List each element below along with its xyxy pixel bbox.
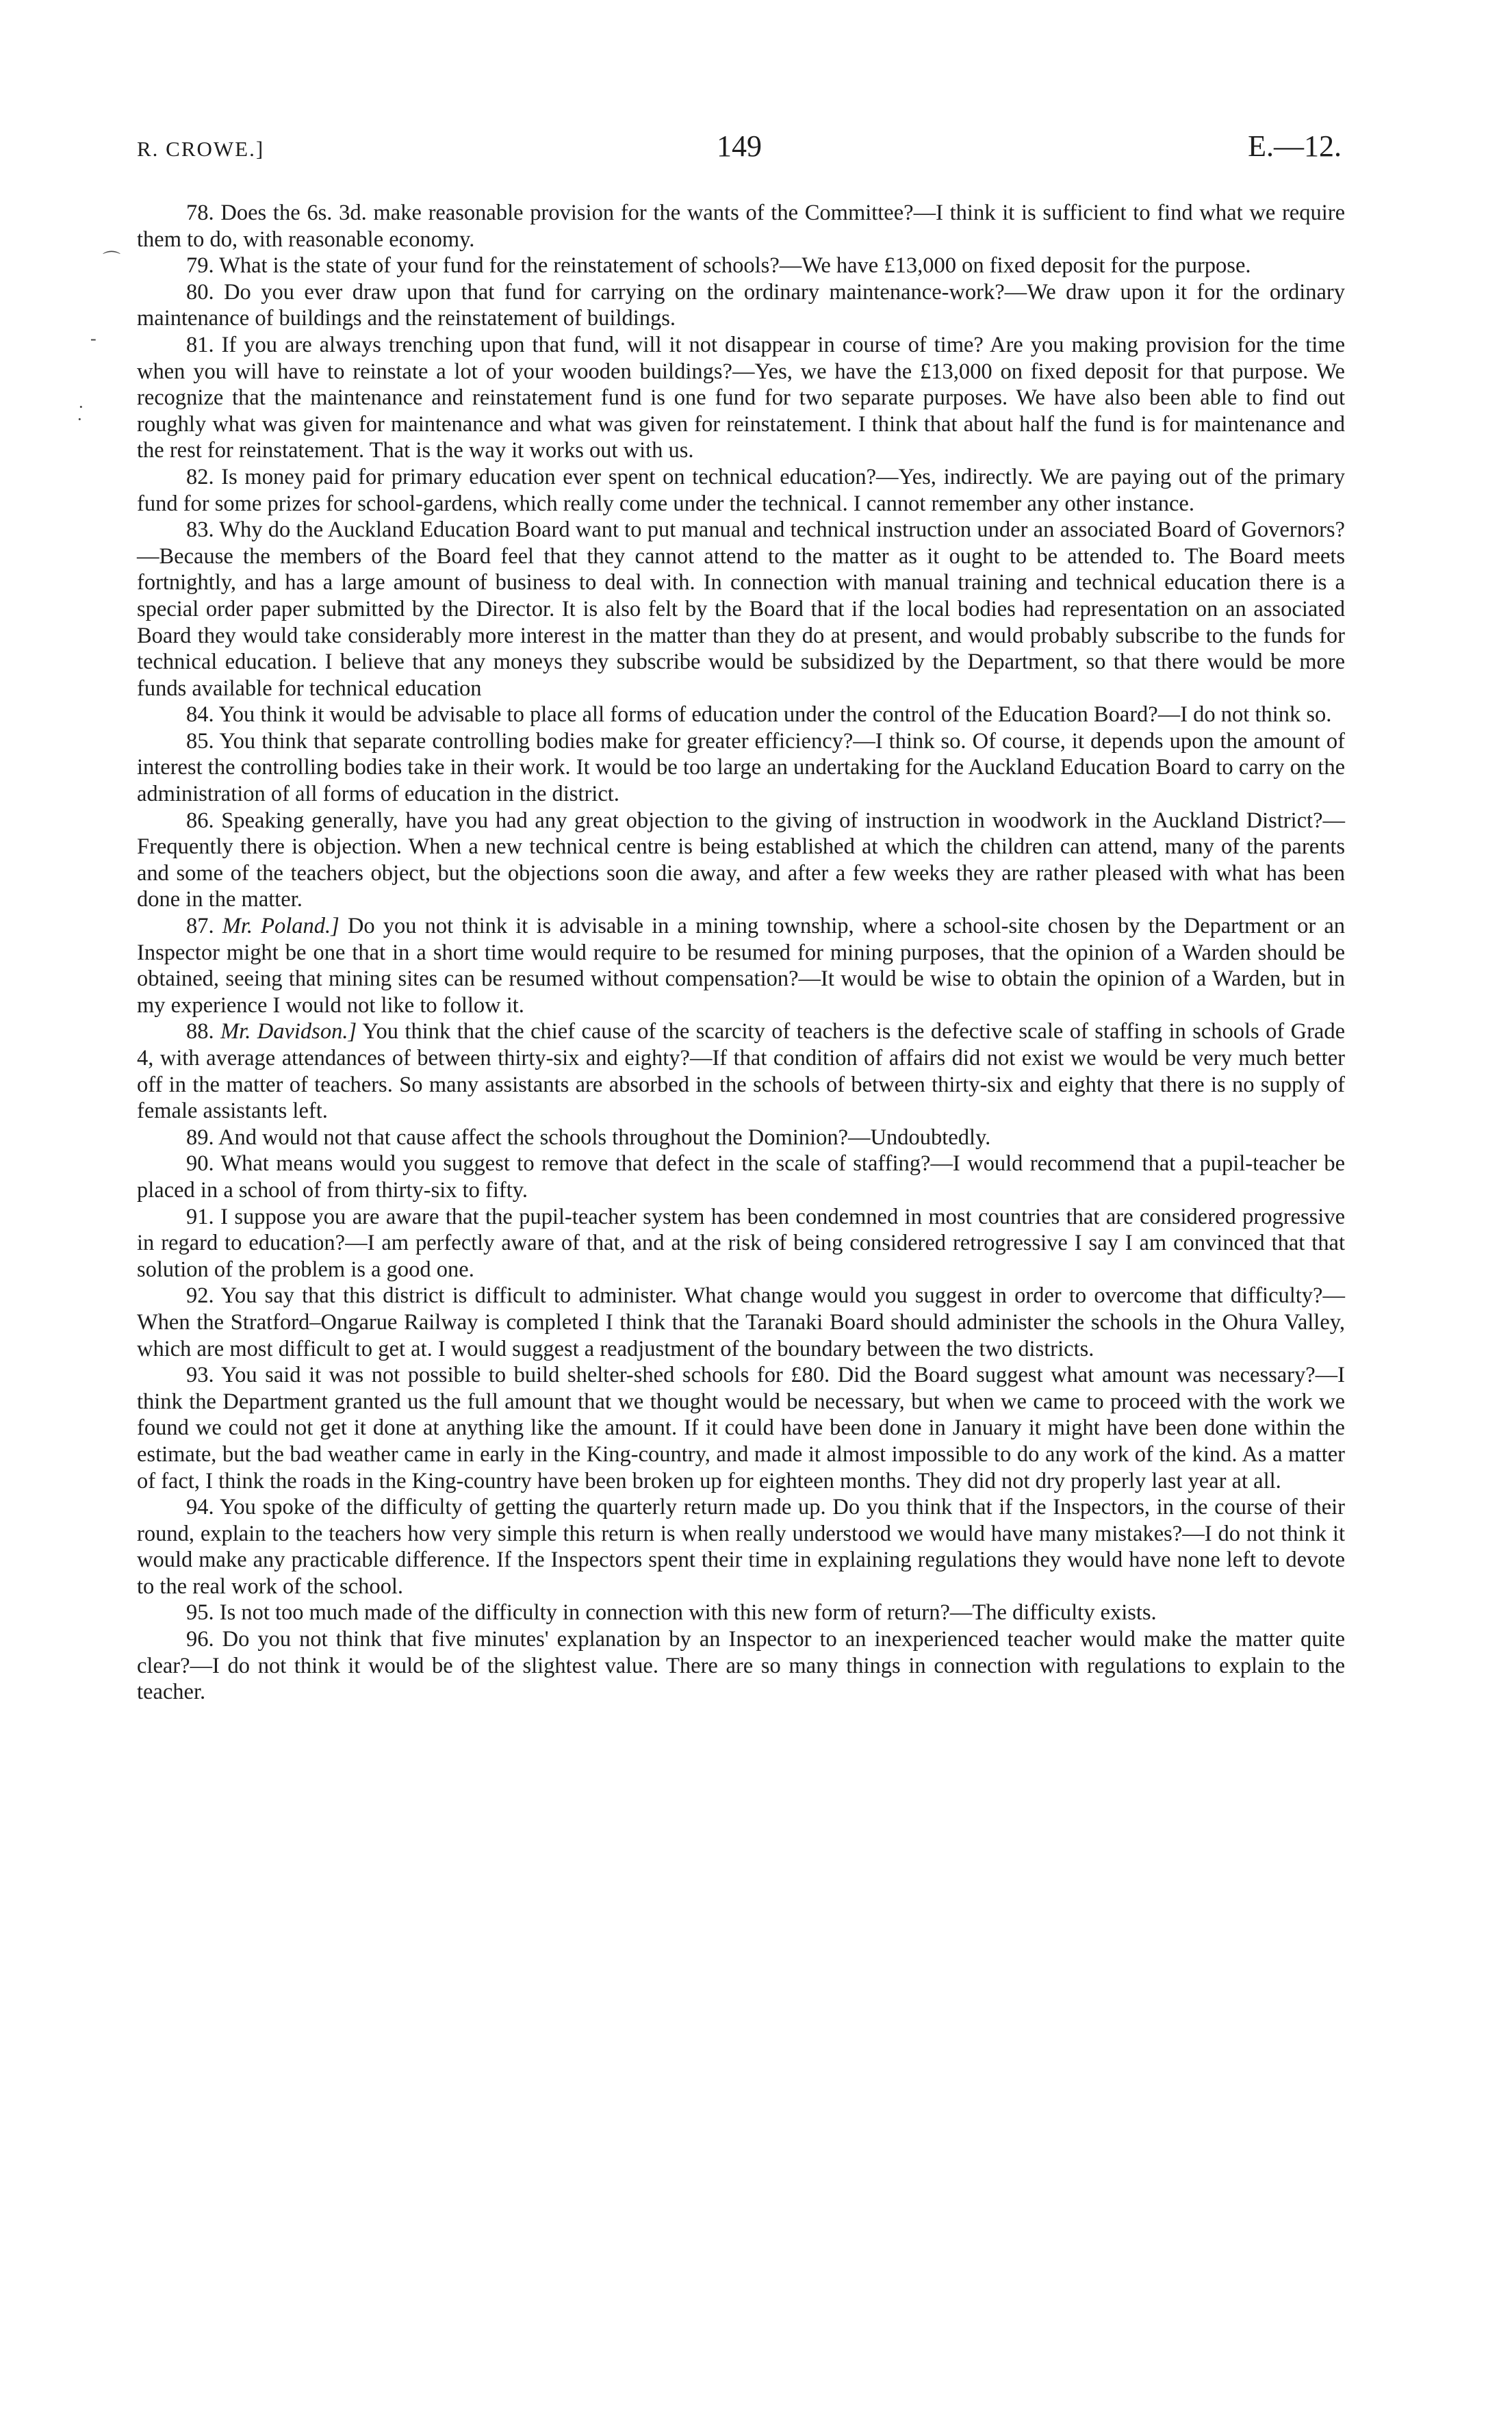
question-number: 90. <box>186 1151 214 1177</box>
stray-mark: · <box>78 397 84 417</box>
question-text: You think it would be advisable to place all forms of education under the control of the Education Board?—I do not think so. <box>218 702 1332 728</box>
page-header <box>137 129 1342 170</box>
question-paragraph <box>137 1362 1345 1494</box>
question-number: 82. <box>186 464 214 489</box>
question-number: 86. <box>186 808 214 833</box>
question-paragraph <box>137 1494 1345 1600</box>
question-number: 80. <box>186 279 214 305</box>
question-text: You think that the chief cause of the scarcity of teachers is the defective scale of staffing in schools of Grade 4, with average attendances of between thirty-six and eighty?—If that condition of affairs did not exist we would be very much better off in the matter of teachers. So many assistants are absorbed in the schools of between thirty-six and eighty that there is no supply of female assistants left. <box>137 1019 1346 1124</box>
stray-mark: - <box>90 329 97 348</box>
question-number: 81. <box>186 332 214 357</box>
question-text: Speaking generally, have you had any great objection to the giving of instruction in woodwork in the Auckland District?—Frequently there is objection. When a new technical centre is being established at which the children can attend, many of the parents and some of the teachers object, but the objections soon die away, and after a few weeks they are rather pleased with what has been done in the matter. <box>137 808 1346 912</box>
question-text: You said it was not possible to build shelter-shed schools for £80. Did the Board suggest what amount was necessary?—I think the Department granted us the full amount that we thought would be necessary, but when we came to proceed with the work we found we could not get it done at anything like the amount. If it could have been done in January it might have been done within the estimate, but the bad weather came in early in the King-country, and made it almost impossible to do any work of the kind. As a matter of fact, I think the roads in the King-country have been broken up for eighteen months. They did not dry properly last year at all. <box>137 1363 1345 1493</box>
question-number: 89. <box>186 1125 214 1150</box>
question-text: Why do the Auckland Education Board want to put manual and technical instruction under an associated Board of Governors?—Because the members of the Board feel that they cannot attend to the matter as it ought to be attended to. The Board meets fortnightly, and has a large amount of business to deal with. In connection with manual training and technical education there is a special order paper submitted by the Director. It is also felt by the Board that if the local bodies had representation on an associated Board they would take considerably more interest in the matter than they do at present, and would probably subscribe to the funds for technical education. I believe that any moneys they subscribe would be subsidized by the Department, so that there would be more funds available for technical education <box>137 517 1345 701</box>
question-text: You think that separate controlling bodies make for greater efficiency?—I think so. Of course, it depends upon the amount of interest the controlling bodies take in their work. It would be too large an undertaking for the Auckland Education Board to carry on the administration of all forms of education in the district. <box>137 728 1345 807</box>
question-paragraph <box>137 279 1345 332</box>
question-text: Do you not think it is advisable in a mining township, where a school-site chosen by the Department or an Inspector might be one that in a short time would require to be resumed for mining purposes, that the opinion of a Warden should be obtained, seeing that mining sites can be resumed without compensation?—It would be wise to obtain the opinion of a Warden, but in my experience I would not like to follow it. <box>137 914 1346 1018</box>
question-paragraph <box>137 1125 1345 1151</box>
question-paragraph <box>137 1204 1345 1283</box>
question-paragraph <box>137 464 1345 517</box>
question-paragraph <box>137 808 1345 913</box>
question-text: If you are always trenching upon that fund, will it not disappear in course of time? Are you making provision for the time when you will have to reinstate a lot of your wooden buildings?—Yes, we have the £13,000 on fixed deposit for that purpose. We recognize that the maintenance and reinstatement fund is one fund for two separate purposes. We have also been able to find out roughly what was given for maintenance and what was given for reinstatement. I think that about half the fund is for maintenance and the rest for reinstatement. That is the way it works out with us. <box>137 332 1345 463</box>
question-text: I suppose you are aware that the pupil-teacher system has been condemned in most countries that are considered progressive in regard to education?—I am perfectly aware of that, and at the risk of being considered retrogressive I say I am convinced that that solution of the problem is a good one. <box>137 1204 1345 1282</box>
stray-mark: ⌒ <box>103 251 121 270</box>
speaker-name: Mr. Poland.] <box>222 914 339 939</box>
question-text: What means would you suggest to remove that defect in the scale of staffing?—I would recommend that a pupil-teacher be placed in a school of from thirty-six to fifty. <box>137 1151 1345 1203</box>
question-number: 94. <box>186 1495 214 1520</box>
question-number: 87. <box>186 914 214 939</box>
question-text: What is the state of your fund for the reinstatement of schools?—We have £13,000 on fixed deposit for the purpose. <box>219 253 1251 279</box>
question-number: 88. <box>186 1019 214 1044</box>
question-text: And would not that cause affect the schools throughout the Dominion?—Undoubtedly. <box>218 1125 991 1150</box>
question-paragraph <box>137 517 1345 702</box>
question-number: 85. <box>186 728 214 754</box>
question-number: 91. <box>186 1204 214 1229</box>
question-text: Is not too much made of the difficulty in connection with this new form of return?—The difficulty exists. <box>219 1600 1157 1626</box>
question-number: 79. <box>186 253 214 279</box>
question-paragraph <box>137 200 1345 253</box>
question-number: 95. <box>186 1600 214 1626</box>
question-text: You spoke of the difficulty of getting the quarterly return made up. Do you think that if the Inspectors, in the course of their round, explain to the teachers how very simple this return is when really understood we would have many mistakes?—I do not think it would make any practicable difference. If the Inspectors spent their time in explaining regulations they would have none left to devote to the real work of the school. <box>137 1495 1345 1599</box>
question-number: 84. <box>186 702 214 728</box>
header-witness-name: R. CROWE.] <box>137 137 265 161</box>
question-text: Do you not think that five minutes' explanation by an Inspector to an inexperienced teacher would make the matter quite clear?—I do not think it would be of the slightest value. There are so many things in connection with regulations to explain to the teacher. <box>137 1627 1345 1705</box>
speaker-name: Mr. Davidson.] <box>220 1019 357 1044</box>
question-paragraph <box>137 332 1345 464</box>
question-number: 93. <box>186 1363 214 1388</box>
question-paragraph <box>137 702 1345 728</box>
question-number: 96. <box>186 1627 214 1652</box>
stray-mark: · <box>77 409 83 429</box>
question-paragraph <box>137 1283 1345 1362</box>
question-paragraph <box>137 1018 1345 1124</box>
testimony-body <box>137 200 1345 1706</box>
page-number: 149 <box>717 129 762 163</box>
question-paragraph <box>137 1151 1345 1203</box>
question-paragraph <box>137 1626 1345 1706</box>
question-text: Does the 6s. 3d. make reasonable provision for the wants of the Committee?—I think it is sufficient to find what we require them to do, with reasonable economy. <box>137 201 1346 252</box>
question-text: You say that this district is difficult to administer. What change would you suggest in order to overcome that difficulty?—When the Stratford–Ongarue Railway is completed I think that the Taranaki Board should administer the schools in the Ohura Valley, which are most difficult to get at. I would suggest a readjustment of the boundary between the two districts. <box>137 1283 1345 1361</box>
question-number: 92. <box>186 1283 214 1309</box>
question-text: Is money paid for primary education ever spent on technical education?—Yes, indirectly. We are paying out of the primary fund for some prizes for school-gardens, which really come under the technical. I cannot remember any other instance. <box>137 464 1345 516</box>
question-number: 83. <box>186 517 214 543</box>
question-text: Do you ever draw upon that fund for carrying on the ordinary maintenance-work?—We draw upon it for the ordinary maintenance of buildings and the reinstatement of buildings. <box>137 279 1346 331</box>
question-paragraph <box>137 1600 1345 1626</box>
question-paragraph <box>137 253 1345 279</box>
document-reference: E.—12. <box>1248 129 1342 163</box>
question-paragraph <box>137 728 1345 808</box>
question-paragraph <box>137 913 1345 1018</box>
question-number: 78. <box>186 201 214 225</box>
